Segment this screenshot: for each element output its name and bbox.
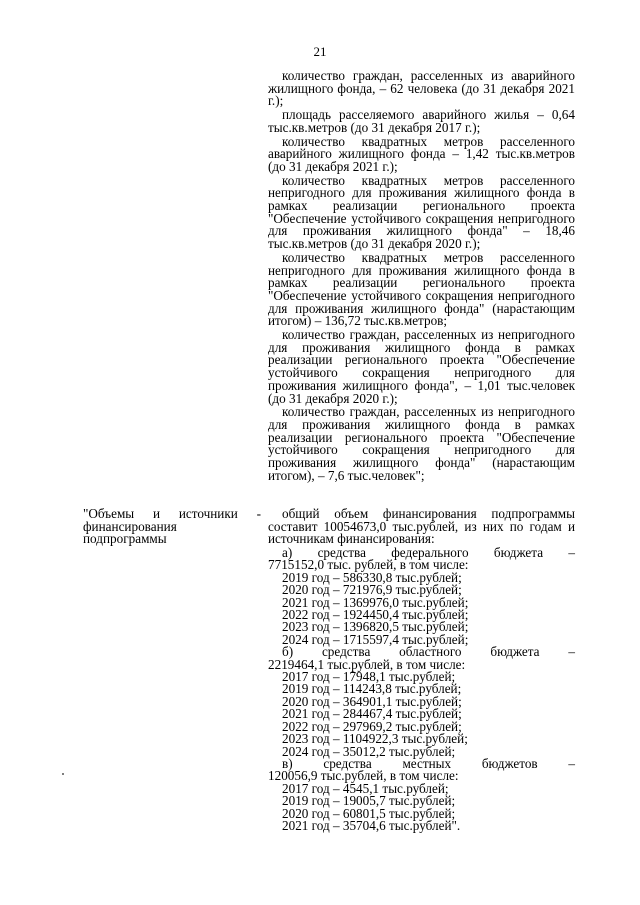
indicators-block	[268, 70, 575, 484]
local-total: 120056,9 тыс.рублей, в том числе:	[268, 768, 459, 784]
indicator-paragraph: количество граждан, расселенных из непригодного для проживания жилищного фонда в рамках реализации регионального проекта "Обеспечение устойчивого сокращения непригодного для проживания жилищного фонда" (нарастающим итогом), – 7,6 тыс.человек";	[268, 404, 575, 483]
regional-year: 2022 год – 297969,2 тыс.рублей;	[282, 718, 462, 734]
financing-total	[268, 508, 575, 547]
regional-total: 2219464,1 тыс.рублей, в том числе:	[268, 656, 466, 672]
federal-total: 7715152,0 тыс. рублей, в том числе:	[268, 557, 469, 573]
federal-year: 2020 год – 721976,9 тыс.рублей;	[282, 582, 462, 598]
indicator-paragraph: площадь расселяемого аварийного жилья – 0,64 тыс.кв.метров (до 31 декабря 2017 г.);	[268, 107, 575, 135]
federal-year: 2019 год – 586330,8 тыс.рублей;	[282, 569, 462, 585]
indicator-paragraph: количество граждан, расселенных из аварийного жилищного фонда, – 62 человека (до 31 декабря 2021 г.);	[268, 68, 575, 109]
financing-list	[268, 547, 575, 832]
federal-year: 2023 год – 1396820,5 тыс.рублей;	[282, 619, 469, 635]
local-year: 2017 год – 4545,1 тыс.рублей;	[282, 780, 449, 796]
regional-year: 2017 год – 17948,1 тыс.рублей;	[282, 669, 456, 685]
federal-heading: а) средства федерального бюджета –	[282, 545, 575, 560]
regional-year: 2019 год – 114243,8 тыс.рублей;	[282, 681, 462, 697]
regional-heading: б) средства областного бюджета –	[282, 644, 575, 660]
local-year: 2021 год – 35704,6 тыс.рублей".	[282, 817, 461, 833]
scan-speck	[62, 773, 64, 775]
indicator-paragraph: количество квадратных метров расселенного непригодного для проживания жилищного фонда в рамках реализации регионального проекта "Обеспечение устойчивого сокращения непригодного для проживания жилищного фонда" – 18,46 тыс.кв.метров (до 31 декабря 2020 г.);	[268, 172, 575, 252]
local-heading: в) средства местных бюджетов –	[282, 755, 575, 771]
regional-year: 2024 год – 35012,2 тыс.рублей;	[282, 743, 456, 759]
financing-label: "Объемы и источники - финансирования подпрограммы	[83, 506, 261, 547]
indicator-paragraph: количество квадратных метров расселенного аварийного жилищного фонда – 1,42 тыс.кв.метров (до 31 декабря 2021 г.);	[268, 133, 575, 174]
indicator-paragraph: количество квадратных метров расселенного непригодного для проживания жилищного фонда в рамках реализации регионального проекта "Обеспечение устойчивого сокращения непригодного для проживания жилищного фонда" (нарастающим итогом) – 136,72 тыс.кв.метров;	[268, 249, 575, 329]
indicator-paragraph: количество граждан, расселенных из непригодного для проживания жилищного фонда в рамках реализации регионального проекта "Обеспечение устойчивого сокращения непригодного для проживания жилищного фонда", – 1,01 тыс.человек (до 31 декабря 2020 г.);	[268, 327, 575, 406]
federal-year: 2022 год – 1924450,4 тыс.рублей;	[282, 607, 469, 623]
page-number: 21	[313, 44, 327, 59]
regional-year: 2023 год – 1104922,3 тыс.рублей;	[282, 731, 468, 747]
local-year: 2019 год – 19005,7 тыс.рублей;	[282, 793, 456, 809]
federal-year: 2024 год – 1715597,4 тыс.рублей;	[282, 631, 469, 647]
local-year: 2020 год – 60801,5 тыс.рублей;	[282, 805, 456, 821]
regional-year: 2020 год – 364901,1 тыс.рублей;	[282, 693, 462, 709]
financing-total-text: общий объем финансирования подпрограммы составит 10054673,0 тыс.рублей, из них по годам и источникам финансирования:	[268, 506, 575, 547]
regional-year: 2021 год – 284467,4 тыс.рублей;	[282, 706, 462, 722]
federal-year: 2021 год – 1369976,0 тыс.рублей;	[282, 594, 469, 610]
